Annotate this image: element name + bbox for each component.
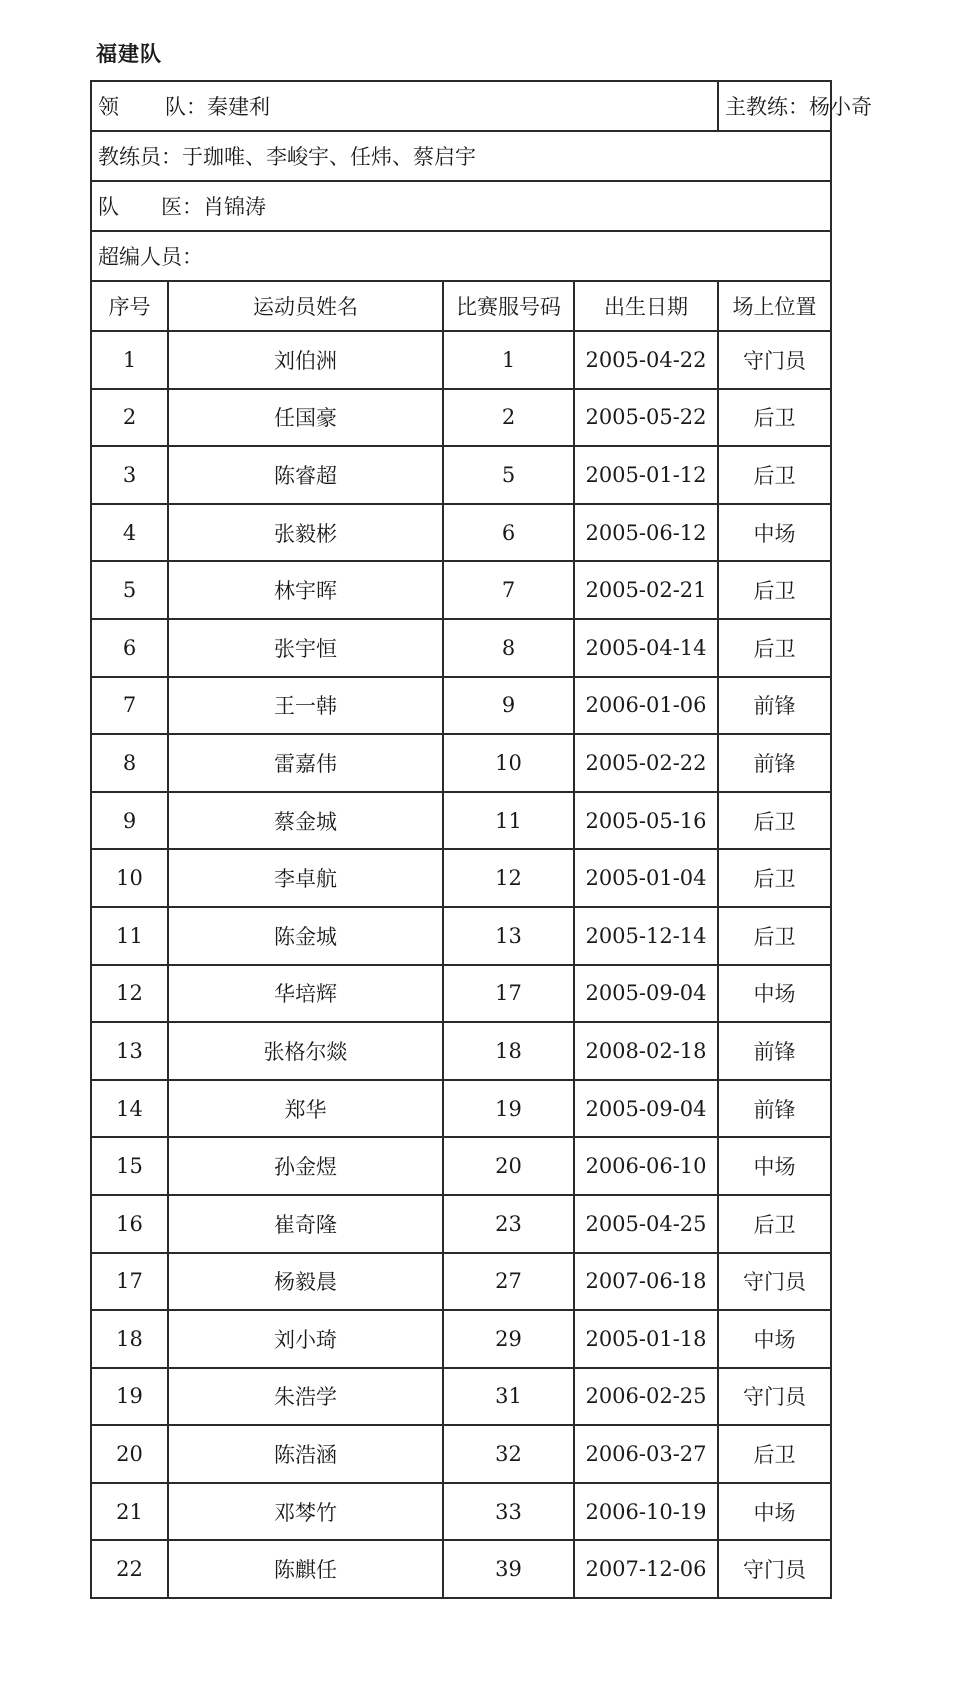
- jersey-number: 33: [443, 1483, 574, 1541]
- player-name: 邓棽竹: [168, 1483, 443, 1541]
- jersey-number: 10: [443, 734, 574, 792]
- birth-date: 2007-06-18: [574, 1253, 718, 1311]
- table-row: [91, 1253, 831, 1311]
- jersey-number: 20: [443, 1137, 574, 1195]
- team-title: 福建队: [96, 42, 162, 66]
- table-row: [91, 792, 831, 850]
- jersey-number: 8: [443, 619, 574, 677]
- position: 后卫: [718, 446, 831, 504]
- table-row: [91, 1425, 831, 1483]
- team-leader-name: 秦建利: [207, 95, 270, 119]
- player-name: 陈浩涵: [168, 1425, 443, 1483]
- jersey-number: 19: [443, 1080, 574, 1138]
- player-name: 任国豪: [168, 389, 443, 447]
- jersey-number: 7: [443, 561, 574, 619]
- player-name: 刘伯洲: [168, 331, 443, 389]
- table-row: [91, 389, 831, 447]
- jersey-number: 6: [443, 504, 574, 562]
- head-coach-label: 主教练：: [725, 95, 809, 119]
- doctor-row: [91, 181, 831, 231]
- position: 守门员: [718, 1368, 831, 1426]
- birth-date: 2006-06-10: [574, 1137, 718, 1195]
- birth-date: 2005-09-04: [574, 1080, 718, 1138]
- table-row: [91, 1080, 831, 1138]
- table-row: [91, 504, 831, 562]
- position: 前锋: [718, 1022, 831, 1080]
- birth-date: 2005-04-25: [574, 1195, 718, 1253]
- position: 守门员: [718, 331, 831, 389]
- jersey-number: 27: [443, 1253, 574, 1311]
- header-birth-date: 出生日期: [574, 281, 718, 331]
- position: 后卫: [718, 389, 831, 447]
- head-coach-cell: [718, 81, 872, 131]
- coaches-label: 教练员：: [98, 145, 182, 169]
- birth-date: 2005-05-22: [574, 389, 718, 447]
- jersey-number: 11: [443, 792, 574, 850]
- team-leader-label-a: 领: [98, 95, 119, 119]
- jersey-number: 5: [443, 446, 574, 504]
- extra-staff-cell: [91, 231, 831, 281]
- player-index: 3: [91, 446, 168, 504]
- header-player-name: 运动员姓名: [168, 281, 443, 331]
- table-row: [91, 1137, 831, 1195]
- header-jersey-number: 比赛服号码: [443, 281, 574, 331]
- doctor-label-b: 医：: [161, 195, 203, 219]
- player-name: 朱浩学: [168, 1368, 443, 1426]
- table-row: [91, 446, 831, 504]
- jersey-number: 2: [443, 389, 574, 447]
- jersey-number: 31: [443, 1368, 574, 1426]
- header-index: 序号: [91, 281, 168, 331]
- leader-row: [91, 81, 831, 131]
- table-row: [91, 1540, 831, 1598]
- coaches-names: 于珈唯、李峻宇、任炜、蔡启宇: [182, 145, 476, 169]
- player-index: 18: [91, 1310, 168, 1368]
- player-name: 李卓航: [168, 849, 443, 907]
- player-name: 雷嘉伟: [168, 734, 443, 792]
- jersey-number: 23: [443, 1195, 574, 1253]
- player-index: 12: [91, 965, 168, 1023]
- position: 守门员: [718, 1540, 831, 1598]
- birth-date: 2008-02-18: [574, 1022, 718, 1080]
- table-row: [91, 1310, 831, 1368]
- player-index: 17: [91, 1253, 168, 1311]
- jersey-number: 17: [443, 965, 574, 1023]
- player-index: 9: [91, 792, 168, 850]
- player-index: 8: [91, 734, 168, 792]
- coaches-cell: [91, 131, 831, 181]
- position: 中场: [718, 1137, 831, 1195]
- birth-date: 2006-02-25: [574, 1368, 718, 1426]
- jersey-number: 13: [443, 907, 574, 965]
- birth-date: 2005-01-18: [574, 1310, 718, 1368]
- extra-staff-row: [91, 231, 831, 281]
- player-index: 19: [91, 1368, 168, 1426]
- player-index: 10: [91, 849, 168, 907]
- birth-date: 2005-02-22: [574, 734, 718, 792]
- doctor-cell: [91, 181, 831, 231]
- jersey-number: 32: [443, 1425, 574, 1483]
- position: 前锋: [718, 1080, 831, 1138]
- roster-body: [91, 81, 872, 1598]
- player-name: 林宇晖: [168, 561, 443, 619]
- jersey-number: 18: [443, 1022, 574, 1080]
- player-name: 张宇恒: [168, 619, 443, 677]
- roster-table: [90, 80, 872, 1599]
- birth-date: 2006-10-19: [574, 1483, 718, 1541]
- table-row: [91, 907, 831, 965]
- position: 后卫: [718, 1425, 831, 1483]
- player-index: 11: [91, 907, 168, 965]
- birth-date: 2007-12-06: [574, 1540, 718, 1598]
- player-index: 14: [91, 1080, 168, 1138]
- player-name: 陈麒任: [168, 1540, 443, 1598]
- player-name: 王一韩: [168, 677, 443, 735]
- player-name: 杨毅晨: [168, 1253, 443, 1311]
- table-row: [91, 1022, 831, 1080]
- table-row: [91, 849, 831, 907]
- position: 中场: [718, 504, 831, 562]
- table-row: [91, 1483, 831, 1541]
- jersey-number: 9: [443, 677, 574, 735]
- doctor-name: 肖锦涛: [203, 195, 266, 219]
- birth-date: 2005-12-14: [574, 907, 718, 965]
- player-name: 张毅彬: [168, 504, 443, 562]
- player-index: 20: [91, 1425, 168, 1483]
- position: 中场: [718, 1310, 831, 1368]
- player-name: 华培辉: [168, 965, 443, 1023]
- table-row: [91, 1195, 831, 1253]
- table-row: [91, 965, 831, 1023]
- birth-date: 2005-09-04: [574, 965, 718, 1023]
- birth-date: 2006-01-06: [574, 677, 718, 735]
- position: 前锋: [718, 734, 831, 792]
- position: 后卫: [718, 849, 831, 907]
- extra-staff-label: 超编人员：: [98, 245, 203, 269]
- jersey-number: 12: [443, 849, 574, 907]
- jersey-number: 29: [443, 1310, 574, 1368]
- player-index: 4: [91, 504, 168, 562]
- table-header-row: [91, 281, 831, 331]
- player-index: 7: [91, 677, 168, 735]
- jersey-number: 1: [443, 331, 574, 389]
- birth-date: 2005-01-12: [574, 446, 718, 504]
- table-row: [91, 331, 831, 389]
- player-name: 蔡金城: [168, 792, 443, 850]
- position: 中场: [718, 1483, 831, 1541]
- player-name: 陈睿超: [168, 446, 443, 504]
- head-coach-name: 杨小奇: [809, 95, 872, 119]
- team-leader-cell: [91, 81, 718, 131]
- birth-date: 2005-04-14: [574, 619, 718, 677]
- position: 守门员: [718, 1253, 831, 1311]
- player-name: 郑华: [168, 1080, 443, 1138]
- player-index: 15: [91, 1137, 168, 1195]
- table-row: [91, 734, 831, 792]
- table-row: [91, 1368, 831, 1426]
- player-name: 刘小琦: [168, 1310, 443, 1368]
- birth-date: 2006-03-27: [574, 1425, 718, 1483]
- position: 后卫: [718, 792, 831, 850]
- position: 中场: [718, 965, 831, 1023]
- team-leader-label-b: 队：: [165, 95, 207, 119]
- birth-date: 2005-05-16: [574, 792, 718, 850]
- player-name: 张格尔燚: [168, 1022, 443, 1080]
- birth-date: 2005-02-21: [574, 561, 718, 619]
- position: 后卫: [718, 907, 831, 965]
- birth-date: 2005-06-12: [574, 504, 718, 562]
- birth-date: 2005-01-04: [574, 849, 718, 907]
- player-index: 6: [91, 619, 168, 677]
- table-row: [91, 561, 831, 619]
- header-position: 场上位置: [718, 281, 831, 331]
- player-name: 陈金城: [168, 907, 443, 965]
- doctor-label-a: 队: [98, 195, 119, 219]
- player-index: 2: [91, 389, 168, 447]
- player-index: 22: [91, 1540, 168, 1598]
- position: 后卫: [718, 619, 831, 677]
- birth-date: 2005-04-22: [574, 331, 718, 389]
- player-name: 孙金煜: [168, 1137, 443, 1195]
- coaches-row: [91, 131, 831, 181]
- player-index: 13: [91, 1022, 168, 1080]
- table-row: [91, 619, 831, 677]
- position: 后卫: [718, 561, 831, 619]
- table-row: [91, 677, 831, 735]
- player-index: 16: [91, 1195, 168, 1253]
- player-name: 崔奇隆: [168, 1195, 443, 1253]
- player-index: 21: [91, 1483, 168, 1541]
- position: 后卫: [718, 1195, 831, 1253]
- player-index: 1: [91, 331, 168, 389]
- player-index: 5: [91, 561, 168, 619]
- jersey-number: 39: [443, 1540, 574, 1598]
- position: 前锋: [718, 677, 831, 735]
